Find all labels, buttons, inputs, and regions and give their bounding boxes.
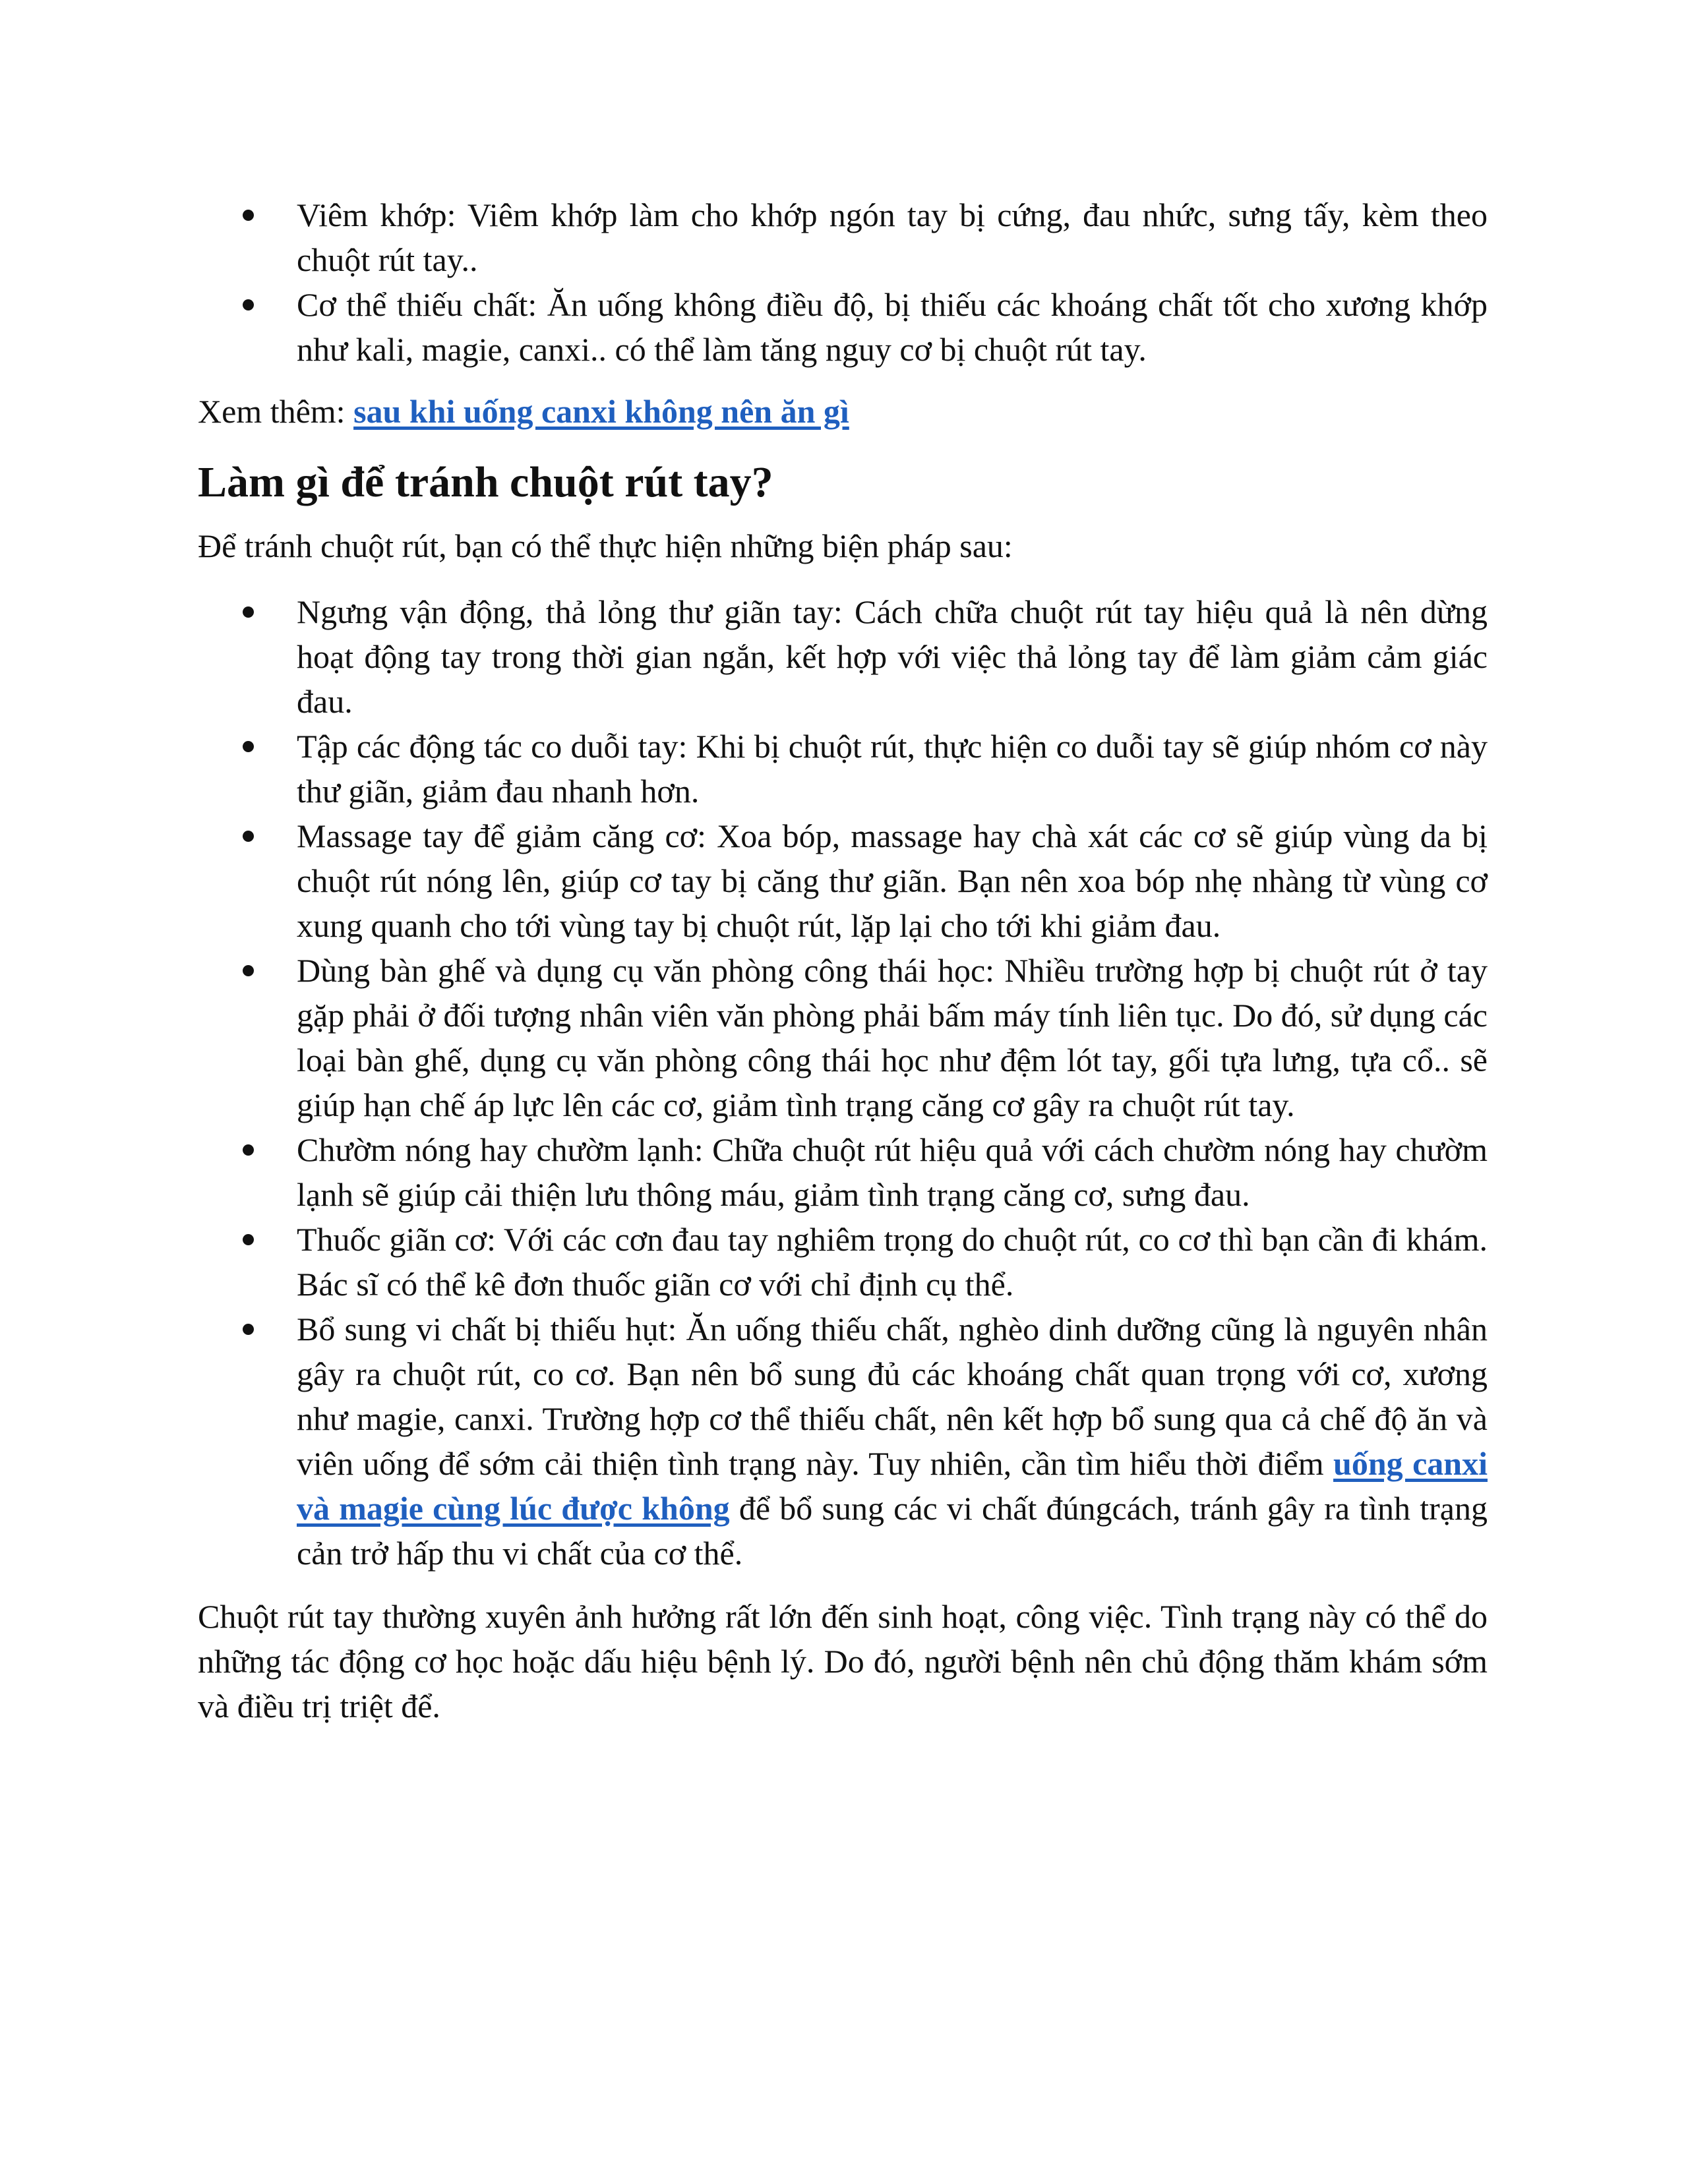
bullet-icon [243, 606, 254, 618]
document-page [198, 192, 1488, 1728]
list-item [297, 192, 1488, 282]
list-item-text-after-link: để bổ sung các vi chất đúngcách, tránh gây ra tình trạng cản trở hấp thu vi chất của cơ thể. [297, 1490, 1488, 1572]
list-item [297, 813, 1488, 948]
intro-paragraph: Để tránh chuột rút, bạn có thể thực hiện những biện pháp sau: [198, 527, 1013, 564]
list-item-text: Chườm nóng hay chườm lạnh: Chữa chuột rút hiệu quả với cách chườm nóng hay chườm lạnh sẽ giúp cải thiện lưu thông máu, giảm tình trạng căng cơ, sưng đau. [297, 1131, 1488, 1213]
list-item-text-before-link: Bổ sung vi chất bị thiếu hụt: Ăn uống thiếu chất, nghèo dinh dưỡng cũng là nguyên nhân gây ra chuột rút, co cơ. Bạn nên bổ sung đủ các khoáng chất quan trọng với cơ, xương như magie, canxi. Trường hợp cơ thể thiếu chất, nên kết hợp bổ sung qua cả chế độ ăn và viên uống để sớm cải thiện tình trạng này. Tuy nhiên, cần tìm hiểu thời điểm [297, 1311, 1488, 1482]
see-more-link[interactable]: sau khi uống canxi không nên ăn gì [353, 393, 849, 430]
bullet-icon [243, 741, 254, 752]
list-item-text: Viêm khớp: Viêm khớp làm cho khớp ngón tay bị cứng, đau nhức, sưng tấy, kèm theo chuột rút tay.. [297, 196, 1488, 278]
bullet-icon [243, 1234, 254, 1245]
bullet-icon [243, 210, 254, 221]
list-item [297, 589, 1488, 724]
see-more-label: Xem thêm: [198, 393, 354, 430]
list-item [297, 1217, 1488, 1307]
calcium-magnesium-link[interactable]: uống canxi và magie cùng lúc được không [297, 1445, 1488, 1527]
bullet-icon [243, 299, 254, 310]
causes-list [198, 192, 1488, 372]
list-item [297, 1307, 1488, 1576]
conclusion-paragraph: Chuột rút tay thường xuyên ảnh hưởng rất lớn đến sinh hoạt, công việc. Tình trạng này có thể do những tác động cơ học hoặc dấu hiệu bệnh lý. Do đó, người bệnh nên chủ động thăm khám sớm và điều trị triệt để. [198, 1598, 1488, 1725]
bullet-icon [243, 1324, 254, 1335]
list-item [297, 1127, 1488, 1217]
list-item-text: Ngưng vận động, thả lỏng thư giãn tay: Cách chữa chuột rút tay hiệu quả là nên dừng hoạt động tay trong thời gian ngắn, kết hợp với việc thả lỏng tay để làm giảm cảm giác đau. [297, 593, 1488, 720]
list-item [297, 282, 1488, 372]
list-item-text: Dùng bàn ghế và dụng cụ văn phòng công thái học: Nhiều trường hợp bị chuột rút ở tay gặp phải ở đối tượng nhân viên văn phòng phải bấm máy tính liên tục. Do đó, sử dụng các loại bàn ghế, dụng cụ văn phòng công thái học như đệm lót tay, gối tựa lưng, tựa cổ.. sẽ giúp hạn chế áp lực lên các cơ, giảm tình trạng căng cơ gây ra chuột rút tay. [297, 952, 1488, 1123]
list-item-text: Massage tay để giảm căng cơ: Xoa bóp, massage hay chà xát các cơ sẽ giúp vùng da bị chuột rút nóng lên, giúp cơ tay bị căng thư giãn. Bạn nên xoa bóp nhẹ nhàng từ vùng cơ xung quanh cho tới vùng tay bị chuột rút, lặp lại cho tới khi giảm đau. [297, 817, 1488, 944]
list-item-text: Cơ thể thiếu chất: Ăn uống không điều độ, bị thiếu các khoáng chất tốt cho xương khớp như kali, magie, canxi.. có thể làm tăng nguy cơ bị chuột rút tay. [297, 286, 1488, 368]
list-item-text: Tập các động tác co duỗi tay: Khi bị chuột rút, thực hiện co duỗi tay sẽ giúp nhóm cơ này thư giãn, giảm đau nhanh hơn. [297, 728, 1488, 810]
list-item [297, 948, 1488, 1127]
section-heading: Làm gì để tránh chuột rút tay? [198, 458, 773, 506]
bullet-icon [243, 831, 254, 842]
bullet-icon [243, 965, 254, 976]
list-item-text: Thuốc giãn cơ: Với các cơn đau tay nghiêm trọng do chuột rút, co cơ thì bạn cần đi khám. Bác sĩ có thể kê đơn thuốc giãn cơ với chỉ định cụ thể. [297, 1221, 1488, 1303]
bullet-icon [243, 1144, 254, 1156]
remedies-list [198, 589, 1488, 1576]
see-more-paragraph [198, 389, 1488, 434]
list-item [297, 724, 1488, 813]
